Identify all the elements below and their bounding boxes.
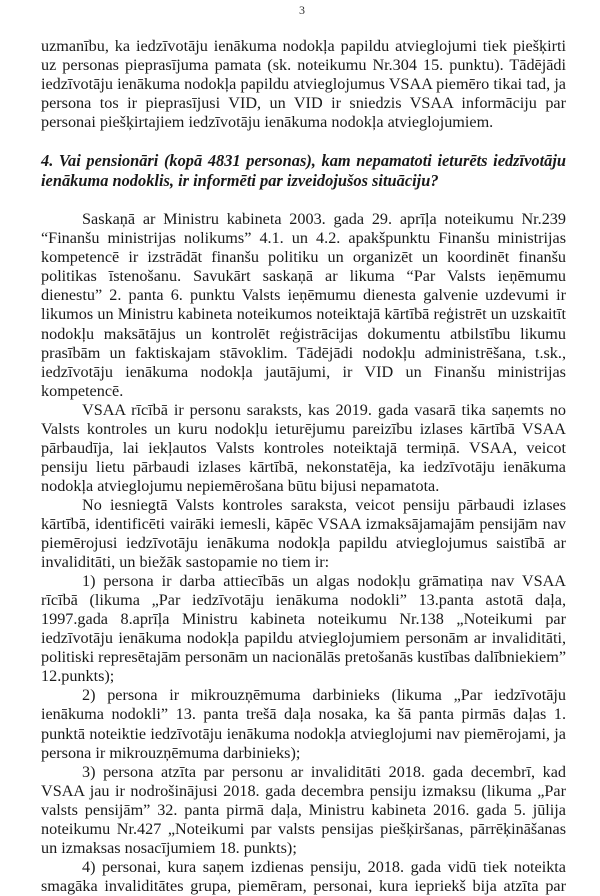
list-item-reason-1: 1) persona ir darba attiecībās un algas nodokļu grāmatiņa nav VSAA rīcībā (likuma „Par iedzīvotāju ienākuma nodokli” 13.panta astotā daļa, 1997.gada 8.aprīļa Ministru kabineta noteikumu Nr.138 „Noteikumi par iedzīvotāju ienākuma nodokļa papildu atvieglojumiem personām ar invaliditāti, politiski represētajām personām un nacionālās pretošanās kustības dalībniekiem” 12.punkts); xyxy=(41,572,566,686)
page-number: 3 xyxy=(299,3,305,17)
list-item-reason-3: 3) persona atzīta par personu ar invaliditāti 2018. gada decembrī, kad VSAA jau ir nodrošinājusi 2018. gada decembra pensiju izmaksu (likuma „Par valsts pensijām” 32. panta pirmā daļa, Ministru kabineta 2016. gada 5. jūlija noteikumu Nr.427 „Noteikumi par valsts pensijas piešķiršanas, pārrēķināšanas un izmaksas nosacījumiem 18. punkts); xyxy=(41,762,566,857)
document-body xyxy=(41,37,566,896)
paragraph-vsaa-list: VSAA rīcībā ir personu saraksts, kas 2019. gada vasarā tika saņemts no Valsts kontroles un kuru nodokļu ieturējumu pareizību izlases kārtībā VSAA pārbaudīja, lai iekļautos Valsts kontroles noteiktajā termiņā. VSAA, veicot pensiju lietu pārbaudi izlases kārtībā, nekonstatēja, ka iedzīvotāju ienākuma nodokļa atvieglojumu nepiemērošana būtu bijusi nepamatota. xyxy=(41,400,566,495)
list-item-reason-2: 2) persona ir mikrouzņēmuma darbinieks (likuma „Par iedzīvotāju ienākuma nodokli” 13. panta trešā daļa nosaka, ka šā panta pirmās daļas 1. punktā noteiktie iedzīvotāju ienākuma nodokļa atvieglojumi nav piemērojami, ja persona ir mikrouzņēmuma darbinieks); xyxy=(41,686,566,762)
paragraph-competence: Saskaņā ar Ministru kabineta 2003. gada 29. aprīļa noteikumu Nr.239 “Finanšu ministrijas nolikums” 4.1. un 4.2. apakšpunktu Finanšu ministrijas kompetencē ir izstrādāt finanšu politiku un organizēt un koordinēt finanšu politikas īstenošanu. Savukārt saskaņā ar likuma “Par Valsts ieņēmumu dienestu” 2. panta 6. punktu Valsts ieņēmumu dienesta galvenie uzdevumi ir likumos un Ministru kabineta noteikumos noteiktajā kārtībā reģistrēt un uzskaitīt nodokļu maksātājus un kontrolēt reģistrācijas dokumentu atbilstību likumu prasībām un faktiskajam stāvoklim. Tādējādi nodokļu administrēšana, t.sk., iedzīvotāju ienākuma nodokļa jautājumi, ir VID un Finanšu ministrijas kompetencē. xyxy=(41,210,566,400)
question-heading: 4. Vai pensionāri (kopā 4831 personas), kam nepamatoti ieturēts iedzīvotāju ienākuma nodoklis, ir informēti par izveidojušos situāciju? xyxy=(41,151,566,191)
paragraph-reasons-intro: No iesniegtā Valsts kontroles saraksta, veicot pensiju pārbaudi izlases kārtībā, identificēti vairāki iemesli, kāpēc VSAA izmaksājamajām pensijām nav piemērojusi iedzīvotāju ienākuma nodokļa papildu atvieglojumus saistībā ar invaliditāti, un biežāk sastopamie no tiem ir: xyxy=(41,495,566,572)
paragraph-continuation: uzmanību, ka iedzīvotāju ienākuma nodokļa papildu atvieglojumi tiek piešķirti uz personas pieprasījuma pamata (sk. noteikumu Nr.304 15. punktu). Tādējādi iedzīvotāju ienākuma nodokļa papildu atvieglojumus VSAA piemēro tikai tad, ja persona tos ir pieprasījusi VID, un VID ir sniedzis VSAA informāciju par personai piešķirtajiem iedzīvotāju ienākuma nodokļa atvieglojumiem. xyxy=(41,37,566,132)
list-item-reason-4: 4) personai, kura saņem izdienas pensiju, 2018. gada vidū tiek noteikta smagāka invaliditātes grupa, piemēram, personai, kura iepriekš bija atzīta par xyxy=(41,857,566,895)
